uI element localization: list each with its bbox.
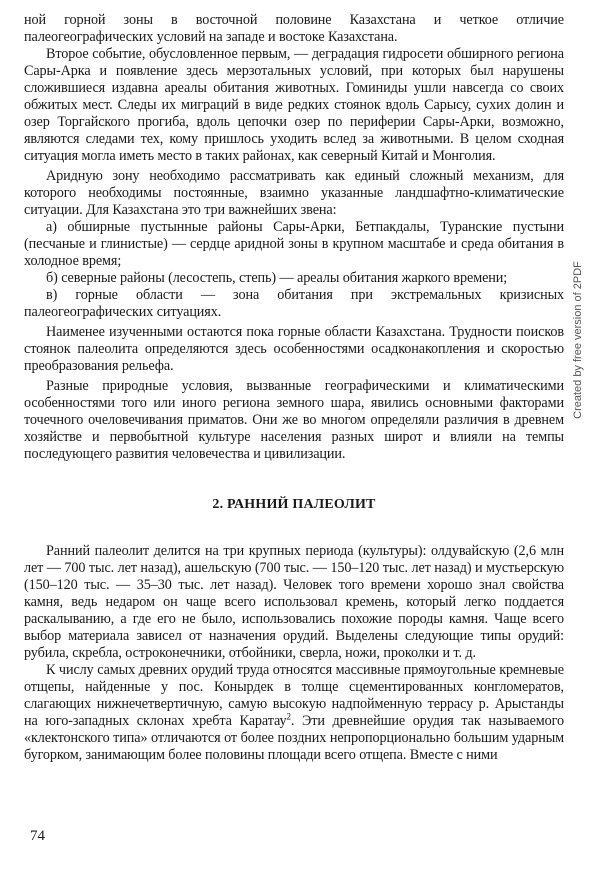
footnote-ref: 2: [286, 711, 291, 722]
paragraph-3: Аридную зону необходимо рассматривать как единый сложный механизм, для которого необходимы постоянные, взаимно указанные ландшафтно-климатические ситуации. Для Казахстана это три важнейших звена:: [24, 168, 564, 218]
list-item-a: а) обширные пустынные районы Сары-Арки, Бетпакдалы, Туранские пустыни (песчаные и глинистые) — сердце аридной зоны в крупном масштабе и среда обитания в холодное время;: [24, 219, 564, 269]
watermark: Created by free version of 2PDF: [572, 261, 584, 419]
paragraph-7-tail: . Эти древнейшие орудия так называемого «клектонского типа» отличаются от более поздних непропорционально большим ударным бугорком, занимающим более половины площади всего отщепа. Вместе с ними: [24, 713, 565, 763]
paragraph-7: [24, 662, 564, 764]
paragraph-6: Ранний палеолит делится на три крупных периода (культуры): олдувайскую (2,6 млн лет — 700 тыс. лет назад), ашельскую (700 тыс. — 150–120 тыс. лет назад) и мустьерскую (150–120 тыс. — 35–30 тыс. лет назад). Человек того времени хорошо знал свойства камня, ведь недаром он чаще всего использовал кремень, который легко поддается раскалыванию, а где его не было, использовались похожие породы камня. Чаще всего выбор материала зависел от назначения орудий. Выделены следующие типы орудий: рубила, скребла, остроконечники, отбойники, сверла, ножи, проколки и т. д.: [24, 543, 564, 661]
list-item-c: в) горные области — зона обитания при экстремальных кризисных палеогеографических ситуациях.: [24, 287, 564, 320]
section-heading: 2. РАННИЙ ПАЛЕОЛИТ: [212, 497, 376, 512]
paragraph-1: ной горной зоны в восточной половине Казахстана и четкое отличие палеогеографических условий на западе и востоке Казахстана.: [24, 12, 564, 45]
page-text-body: [24, 12, 564, 764]
paragraph-7-text: К числу самых древних орудий труда относятся массивные прямоугольные кремневые отщепы, найденные у пос. Конырдек в толще сцементированных конгломератов, слагающих нижнечетвертичную, самую высокую надпойменную террасу р. Арыстанды на юго-западных склонах хребта Каратау: [24, 662, 564, 729]
list-item-b: б) северные районы (лесостепь, степь) — ареалы обитания жаркого времени;: [46, 270, 508, 286]
page-number: 74: [30, 828, 45, 844]
paragraph-4: Наименее изученными остаются пока горные области Казахстана. Трудности поисков стоянок палеолита определяются здесь особенностями осадконакопления и скоростью преобразования рельефа.: [24, 324, 564, 374]
paragraph-2: Второе событие, обусловленное первым, — деградация гидросети обширного региона Сары-Арка и появление здесь мерзотальных условий, при которых был нарушены сложившиеся издавна ареалы обитания животных. Гоминиды ушли навсегда со своих обжитых мест. Следы их миграций в виде редких стоянок вдоль Сарысу, сухих долин и озер Торгайского прогиба, вдоль цепочки озер по периферии Сары-Арки, возможно, являются следами тех, кому пришлось уходить вслед за животными. В целом сходная ситуация могла иметь место в таких районах, как северный Китай и Монголия.: [24, 46, 564, 164]
paragraph-5: Разные природные условия, вызванные географическими и климатическими особенностями того или иного региона земного шара, явились основными факторами точечного очеловечивания приматов. Они же во многом определяли различия в древнем хозяйстве и первобытной культуре населения разных широт и влияли на темпы последующего развития человечества и цивилизации.: [24, 378, 564, 462]
